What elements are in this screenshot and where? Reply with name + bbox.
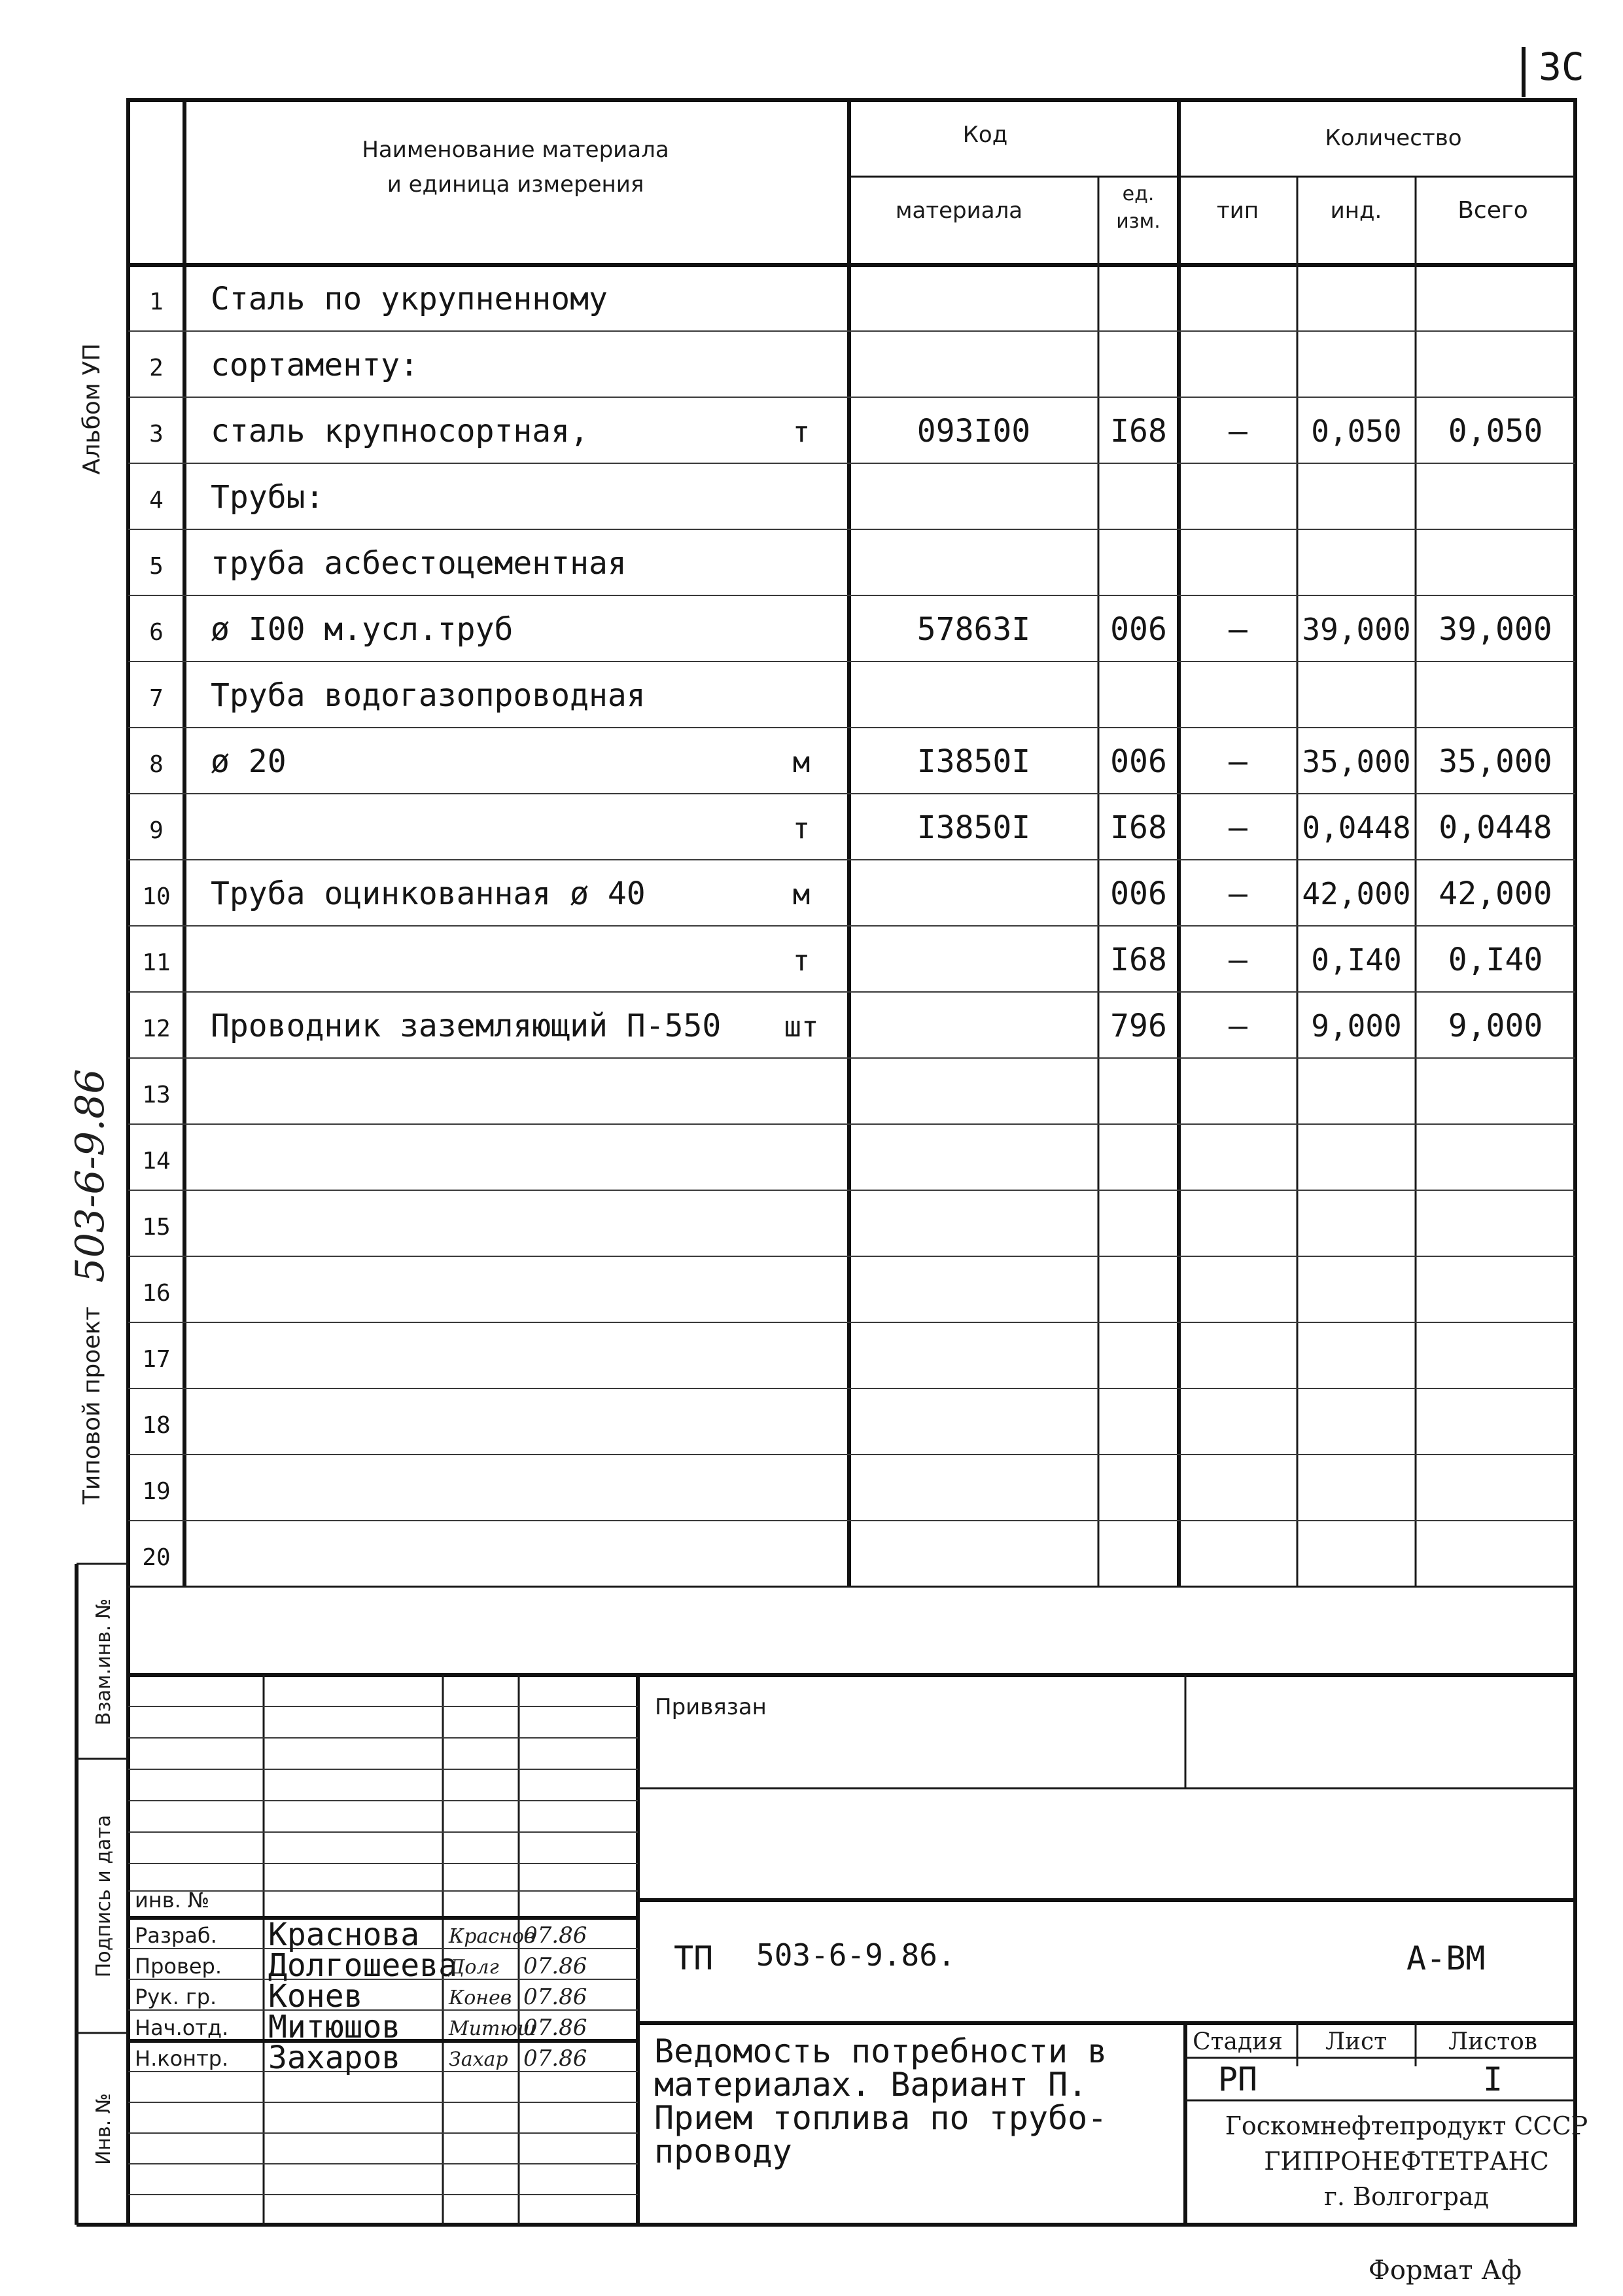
row-number: 7 [149,685,164,712]
signature-person: Конев [268,1978,363,2015]
row-material-code: 093I00 [916,413,1031,450]
row-unit-code: 006 [1110,743,1167,780]
row-number: 1 [149,289,164,315]
signature-mark: Захар [449,2048,508,2071]
row-number: 2 [149,355,164,381]
row-material-code: 57863I [916,611,1031,648]
row-material-name: сталь крупносортная, [211,413,589,450]
row-unit-code: 006 [1110,875,1167,912]
signature-person: Митюшов [268,2009,401,2045]
row-ind: 0,0448 [1302,810,1411,845]
row-unit-label: м [792,746,811,779]
org-line2: ГИПРОНЕФТЕТРАНС [1264,2147,1549,2176]
row-number: 8 [149,751,164,778]
table-row [142,1412,170,1439]
row-number: 18 [142,1412,171,1439]
row-ind: 9,000 [1311,1008,1402,1044]
row-unit-label: т [792,944,811,978]
row-number: 4 [149,487,164,514]
sheets-label: Листов [1448,2028,1538,2055]
row-number: 16 [142,1280,171,1307]
description-line3: Прием топлива по трубо- [654,2099,1108,2137]
row-ind: 39,000 [1302,612,1411,647]
signature-mark: Краснов [449,1925,536,1948]
inv-number-label: инв. № [135,1888,210,1913]
project-title-label: Типовой проект [79,1306,105,1505]
table-row [142,1148,170,1174]
row-material-name: Труба оцинкованная ø 40 [211,875,646,912]
row-total: 0,I40 [1448,942,1543,978]
signature-date: 07.86 [523,1984,587,2010]
page-number: 3С [1539,44,1584,89]
row-total: 35,000 [1439,743,1552,780]
row-ind: 35,000 [1302,744,1411,779]
header-ind: инд. [1330,198,1382,224]
header-total: Всего [1457,197,1528,224]
row-material-code: I3850I [916,743,1031,780]
row-type: – [1229,1008,1248,1044]
table-row [142,1082,170,1108]
row-ind: 0,I40 [1311,942,1402,978]
row-type: – [1229,413,1248,450]
row-number: 12 [142,1016,171,1042]
header-type: тип [1216,198,1259,224]
header-name-line1: Наименование материала [362,137,669,163]
signature-person: Краснова [268,1916,420,1953]
row-total: 42,000 [1439,875,1552,912]
doc-mark: А-ВМ [1406,1939,1486,1977]
row-number: 14 [142,1148,171,1174]
row-unit-code: I68 [1110,809,1167,846]
signature-date: 07.86 [523,2015,587,2041]
signature-role: Рук. гр. [135,1985,217,2009]
row-type: – [1229,875,1248,912]
row-ind: 42,000 [1302,876,1411,911]
format-label: Формат Аф [1368,2255,1522,2286]
sheets-value: I [1482,2060,1503,2098]
signature-date: 07.86 [523,1922,587,1949]
signature-mark: Конев [449,1987,512,2009]
side-stamp-label-signature: Подпись и дата [92,1814,115,1978]
signature-role: Нач.отд. [135,2015,229,2040]
row-number: 10 [142,883,171,910]
header-name-line2: и единица измерения [387,171,644,198]
row-type: – [1229,809,1248,846]
signature-person: Долгошеева [268,1947,457,1984]
row-material-code: I3850I [916,809,1031,846]
row-number: 9 [149,817,164,844]
doc-code: 503-6-9.86. [756,1937,956,1973]
row-type: – [1229,611,1248,648]
table-row [142,1544,170,1571]
table-row [149,545,627,582]
table-row [142,1478,170,1505]
header-unit-line2: изм. [1116,210,1161,233]
signature-role: Провер. [135,1954,222,1979]
signature-date: 07.86 [523,1953,587,1979]
description-line1: Ведомость потребности в [654,2032,1108,2070]
row-number: 20 [142,1544,171,1571]
row-ind: 0,050 [1311,414,1402,449]
table-row [149,281,608,317]
privyazan-label: Привязан [655,1694,767,1720]
table-row [142,1214,170,1241]
row-unit-code: 006 [1110,611,1167,648]
signature-mark: Долг [449,1956,499,1979]
header-code: Код [962,122,1008,148]
header-unit-line1: ед. [1122,183,1155,205]
row-number: 11 [142,949,171,976]
org-line1: Госкомнефтепродукт СССР [1225,2111,1588,2140]
row-unit-label: т [792,415,811,449]
signature-date: 07.86 [523,2045,587,2072]
table-row [149,677,646,714]
side-stamp-label-inv: Инв. № [92,2093,115,2166]
side-stamp-label-exchange: Взам.инв. № [92,1598,115,1726]
row-material-name: ø 20 [211,743,287,780]
row-number: 17 [142,1346,171,1373]
row-material-name: Сталь по укрупненному [211,281,608,317]
row-material-name: ø I00 м.усл.труб [211,611,514,648]
doc-prefix: ТП [674,1939,714,1977]
signature-person: Захаров [268,2040,401,2076]
row-type: – [1229,743,1248,780]
album-label: Альбом УП [79,343,105,475]
row-unit-label: м [792,878,811,911]
signature-mark: Митюш [449,2017,536,2040]
row-material-name: Труба водогазопроводная [211,677,646,714]
row-unit-code: I68 [1110,942,1167,978]
stage-value: РП [1217,2060,1258,2098]
row-type: – [1229,942,1248,978]
row-material-name: труба асбестоцементная [211,545,627,582]
row-total: 39,000 [1439,611,1552,648]
row-material-name: Проводник заземляющий П-550 [211,1008,722,1044]
row-number: 19 [142,1478,171,1505]
row-material-name: Трубы: [211,479,324,516]
row-total: 9,000 [1448,1008,1543,1044]
header-material: материала [895,198,1023,224]
row-total: 0,050 [1448,413,1543,450]
row-unit-label: шт [784,1010,819,1044]
project-code-label: 503-6-9.86 [67,1069,113,1283]
org-line3: г. Волгоград [1323,2182,1490,2211]
stage-label: Стадия [1193,2028,1283,2055]
description-line2: материалах. Вариант П. [654,2066,1088,2104]
sheet-label: Лист [1325,2028,1387,2055]
row-total: 0,0448 [1439,809,1552,846]
row-material-name: сортаменту: [211,347,419,383]
row-unit-code: 796 [1110,1008,1167,1044]
signature-role: Разраб. [135,1923,217,1948]
table-row [142,1280,170,1307]
row-unit-code: I68 [1110,413,1167,450]
row-number: 5 [149,553,164,580]
signature-role: Н.контр. [135,2046,229,2071]
row-number: 13 [142,1082,171,1108]
table-row [142,1346,170,1373]
description-line4: проводу [654,2132,792,2170]
row-number: 6 [149,619,164,646]
header-quantity: Количество [1325,125,1462,151]
row-number: 15 [142,1214,171,1241]
row-unit-label: т [792,812,811,845]
row-number: 3 [149,421,164,448]
